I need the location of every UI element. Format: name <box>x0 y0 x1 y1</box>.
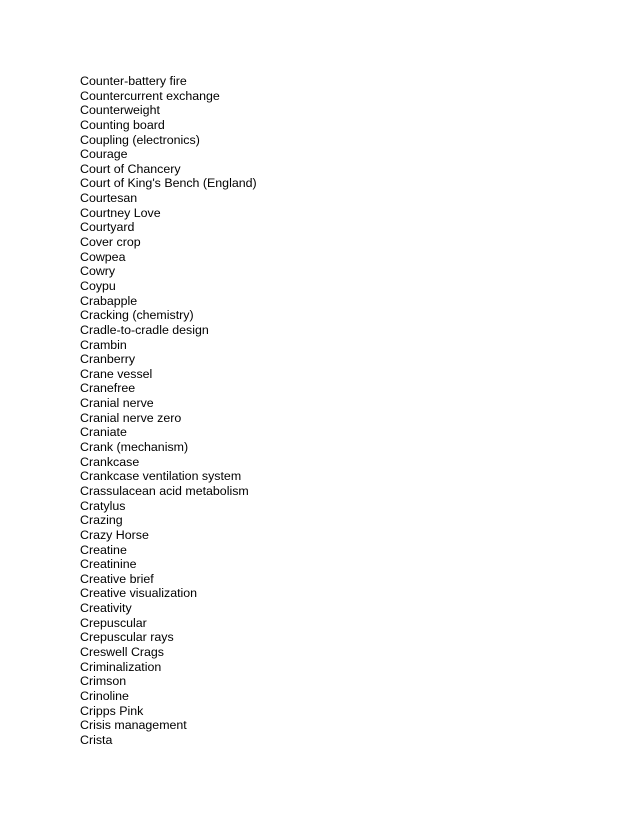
list-item: Crazy Horse <box>80 527 149 542</box>
list-item: Courtesan <box>80 191 138 206</box>
list-item: Creative visualization <box>80 586 198 601</box>
list-item: Craniate <box>80 425 127 440</box>
list-item: Crisis management <box>80 718 187 733</box>
list-item: Courage <box>80 147 128 162</box>
list-item: Cradle-to-cradle design <box>80 322 209 337</box>
list-item: Crimson <box>80 674 127 689</box>
list-item: Crinoline <box>80 688 129 703</box>
list-item: Cripps Pink <box>80 703 144 718</box>
list-item: Countercurrent exchange <box>80 88 220 103</box>
list-item: Crabapple <box>80 293 138 308</box>
list-item: Coypu <box>80 278 116 293</box>
list-item: Courtyard <box>80 220 135 235</box>
list-item: Coupling (electronics) <box>80 132 200 147</box>
list-item: Courtney Love <box>80 205 161 220</box>
list-item: Counterweight <box>80 103 160 118</box>
list-item: Counting board <box>80 117 165 132</box>
list-item: Crista <box>80 732 113 747</box>
list-item: Cranial nerve <box>80 396 154 411</box>
list-item: Court of Chancery <box>80 161 181 176</box>
list-item: Court of King's Bench (England) <box>80 176 257 191</box>
list-item: Cranefree <box>80 381 136 396</box>
list-item: Cranial nerve zero <box>80 410 182 425</box>
list-item: Creativity <box>80 601 132 616</box>
list-item: Crank (mechanism) <box>80 440 189 455</box>
list-item: Cratylus <box>80 498 126 513</box>
list-item: Cowry <box>80 264 116 279</box>
term-list <box>80 74 257 747</box>
list-item: Cowpea <box>80 249 126 264</box>
list-item: Creatinine <box>80 557 137 572</box>
list-item: Crankcase <box>80 454 140 469</box>
list-item: Crane vessel <box>80 366 153 381</box>
list-item: Crazing <box>80 513 123 528</box>
list-item: Crankcase ventilation system <box>80 469 242 484</box>
list-item: Creatine <box>80 542 127 557</box>
list-item: Criminalization <box>80 659 162 674</box>
list-item: Crepuscular rays <box>80 630 174 645</box>
list-item: Cranberry <box>80 352 136 367</box>
list-item: Crepuscular <box>80 615 147 630</box>
list-item: Crassulacean acid metabolism <box>80 483 249 498</box>
list-item: Creative brief <box>80 571 154 586</box>
list-item: Creswell Crags <box>80 644 164 659</box>
list-item: Crambin <box>80 337 127 352</box>
list-item: Cover crop <box>80 235 141 250</box>
list-item: Cracking (chemistry) <box>80 308 194 323</box>
list-item: Counter-battery fire <box>80 74 187 88</box>
